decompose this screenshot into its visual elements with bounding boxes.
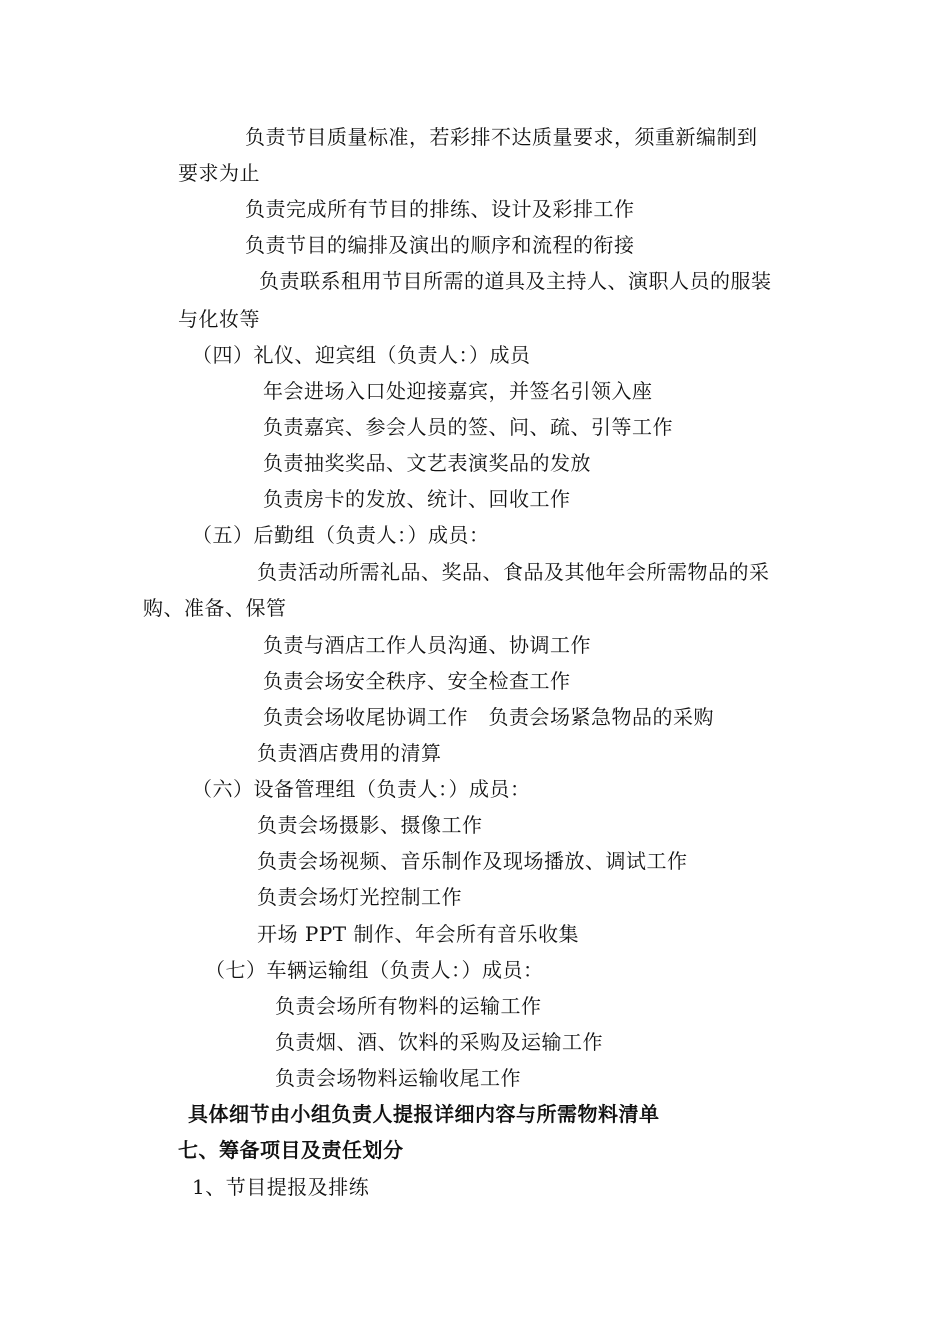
text-line: 负责抽奖奖品、文艺表演奖品的发放 (263, 451, 591, 475)
text-line: 负责节目质量标准，若彩排不达质量要求，须重新编制到 (245, 125, 758, 149)
text-line: 负责与酒店工作人员沟通、协调工作 (263, 633, 591, 657)
text-line: 负责会场安全秩序、安全检查工作 (263, 669, 571, 693)
section-heading: （七）车辆运输组（负责人：）成员： (205, 958, 544, 982)
text-line: 负责会场灯光控制工作 (257, 885, 462, 909)
text-line: 负责会场物料运输收尾工作 (275, 1066, 521, 1090)
bold-note: 具体细节由小组负责人提报详细内容与所需物料清单 (188, 1102, 660, 1126)
text-line: 负责会场视频、音乐制作及现场播放、调试工作 (257, 849, 688, 873)
text-line: 负责烟、酒、饮料的采购及运输工作 (275, 1030, 603, 1054)
chapter-heading: 七、筹备项目及责任划分 (178, 1138, 404, 1162)
section-heading: （五）后勤组（负责人：）成员： (192, 523, 490, 547)
text-line: 购、准备、保管 (143, 596, 287, 620)
subsection-heading: 1、节目提报及排练 (192, 1175, 370, 1199)
text-line: 负责活动所需礼品、奖品、食品及其他年会所需物品的采 (257, 560, 770, 584)
text-line: 要求为止 (178, 161, 260, 185)
text-line: 负责节目的编排及演出的顺序和流程的衔接 (245, 233, 635, 257)
text-line: 负责房卡的发放、统计、回收工作 (263, 487, 571, 511)
text-line: 负责完成所有节目的排练、设计及彩排工作 (245, 197, 635, 221)
text-line: 负责嘉宾、参会人员的签、问、疏、引等工作 (263, 415, 673, 439)
text-line: 负责会场所有物料的运输工作 (275, 994, 542, 1018)
section-heading: （四）礼仪、迎宾组（负责人：）成员 (192, 343, 531, 367)
text-line: 负责联系租用节目所需的道具及主持人、演职人员的服装 (259, 269, 772, 293)
text-line: 负责会场摄影、摄像工作 (257, 813, 483, 837)
text-line: 年会进场入口处迎接嘉宾，并签名引领入座 (263, 379, 653, 403)
text-line: 与化妆等 (178, 307, 260, 331)
section-heading: （六）设备管理组（负责人：）成员： (192, 777, 531, 801)
text-line: 开场 PPT 制作、年会所有音乐收集 (257, 922, 579, 946)
text-line: 负责酒店费用的清算 (257, 741, 442, 765)
text-line: 负责会场收尾协调工作 负责会场紧急物品的采购 (263, 705, 714, 729)
